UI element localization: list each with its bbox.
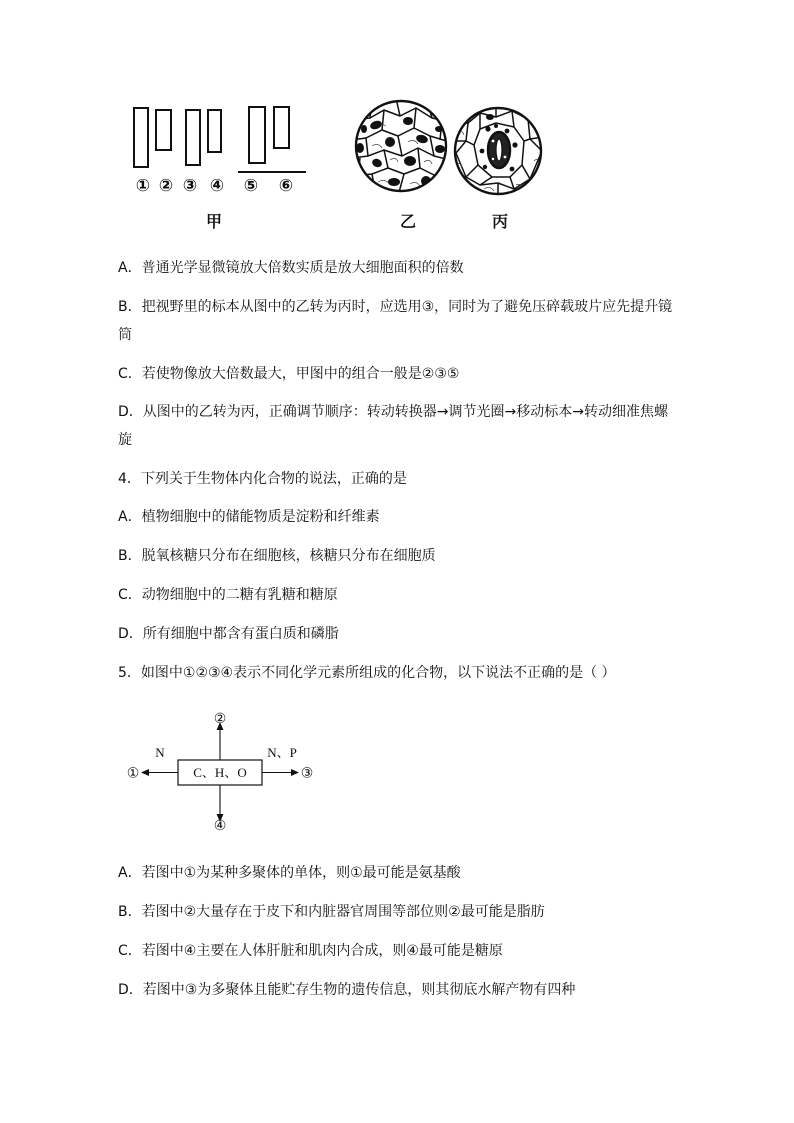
lens-2 <box>156 110 171 150</box>
panel-label-yi: 乙 <box>399 212 416 231</box>
lens-5 <box>249 107 265 163</box>
lens-1 <box>134 108 148 167</box>
lens-diagram <box>125 100 315 180</box>
lens-label-4: ④ <box>209 176 225 196</box>
node-1: ① <box>126 766 140 782</box>
lens-label-6: ⑥ <box>278 176 294 196</box>
q4-option-d: D．所有细胞中都含有蛋白质和磷脂 <box>118 626 339 642</box>
lens-4 <box>208 110 221 152</box>
panel-label-bing: 丙 <box>491 212 508 231</box>
node-3: ③ <box>300 766 314 782</box>
q4-stem: 4．下列关于生物体内化合物的说法，正确的是 <box>118 471 407 487</box>
q3-option-d-continued: 旋 <box>118 432 132 448</box>
stoma <box>488 132 510 168</box>
micrograph-bing <box>452 105 544 197</box>
right-element-label: N、P <box>267 745 297 760</box>
node-4: ④ <box>213 819 227 834</box>
q3-option-c: C．若使物像放大倍数最大，甲图中的组合一般是②③⑤ <box>118 366 460 382</box>
micrograph-yi <box>352 98 450 194</box>
center-box-label: C、H、O <box>193 765 247 780</box>
q3-option-b-continued: 筒 <box>118 327 132 343</box>
q5-option-b: B．若图中②大量存在于皮下和内脏器官周围等部位则②最可能是脂肪 <box>118 904 545 920</box>
q5-option-a: A．若图中①为某种多聚体的单体，则①最可能是氨基酸 <box>118 865 461 881</box>
element-compound-diagram <box>120 705 320 840</box>
left-element-label: N <box>155 745 165 760</box>
lens-6 <box>274 107 289 148</box>
lens-3 <box>186 110 200 165</box>
arrowhead-left <box>141 769 149 776</box>
q4-option-b: B．脱氧核糖只分布在细胞核，核糖只分布在细胞质 <box>118 548 436 564</box>
lens-label-3: ③ <box>182 176 198 196</box>
q4-option-a: A．植物细胞中的储能物质是淀粉和纤维素 <box>118 509 380 525</box>
q5-option-d: D．若图中③为多聚体且能贮存生物的遗传信息，则其彻底水解产物有四种 <box>118 982 576 998</box>
node-2: ② <box>213 712 227 727</box>
lens-label-2: ② <box>158 176 174 196</box>
q3-option-a: A．普通光学显微镜放大倍数实质是放大细胞面积的倍数 <box>118 260 464 276</box>
q3-option-d: D．从图中的乙转为丙，正确调节顺序：转动转换器→调节光圈→移动标本→转动细准焦螺 <box>118 404 668 420</box>
lens-label-1: ① <box>135 176 151 196</box>
q5-stem: 5．如图中①②③④表示不同化学元素所组成的化合物，以下说法不正确的是（ ） <box>118 665 616 681</box>
panel-label-jia: 甲 <box>205 212 222 231</box>
lens-label-5: ⑤ <box>243 176 259 196</box>
q5-option-c: C．若图中④主要在人体肝脏和肌肉内合成，则④最可能是糖原 <box>118 943 503 959</box>
q4-option-c: C．动物细胞中的二糖有乳糖和糖原 <box>118 587 338 603</box>
arrowhead-right <box>291 769 299 776</box>
q3-option-b: B．把视野里的标本从图中的乙转为丙时，应选用③，同时为了避免压碎载玻片应先提升镜 <box>118 299 673 315</box>
